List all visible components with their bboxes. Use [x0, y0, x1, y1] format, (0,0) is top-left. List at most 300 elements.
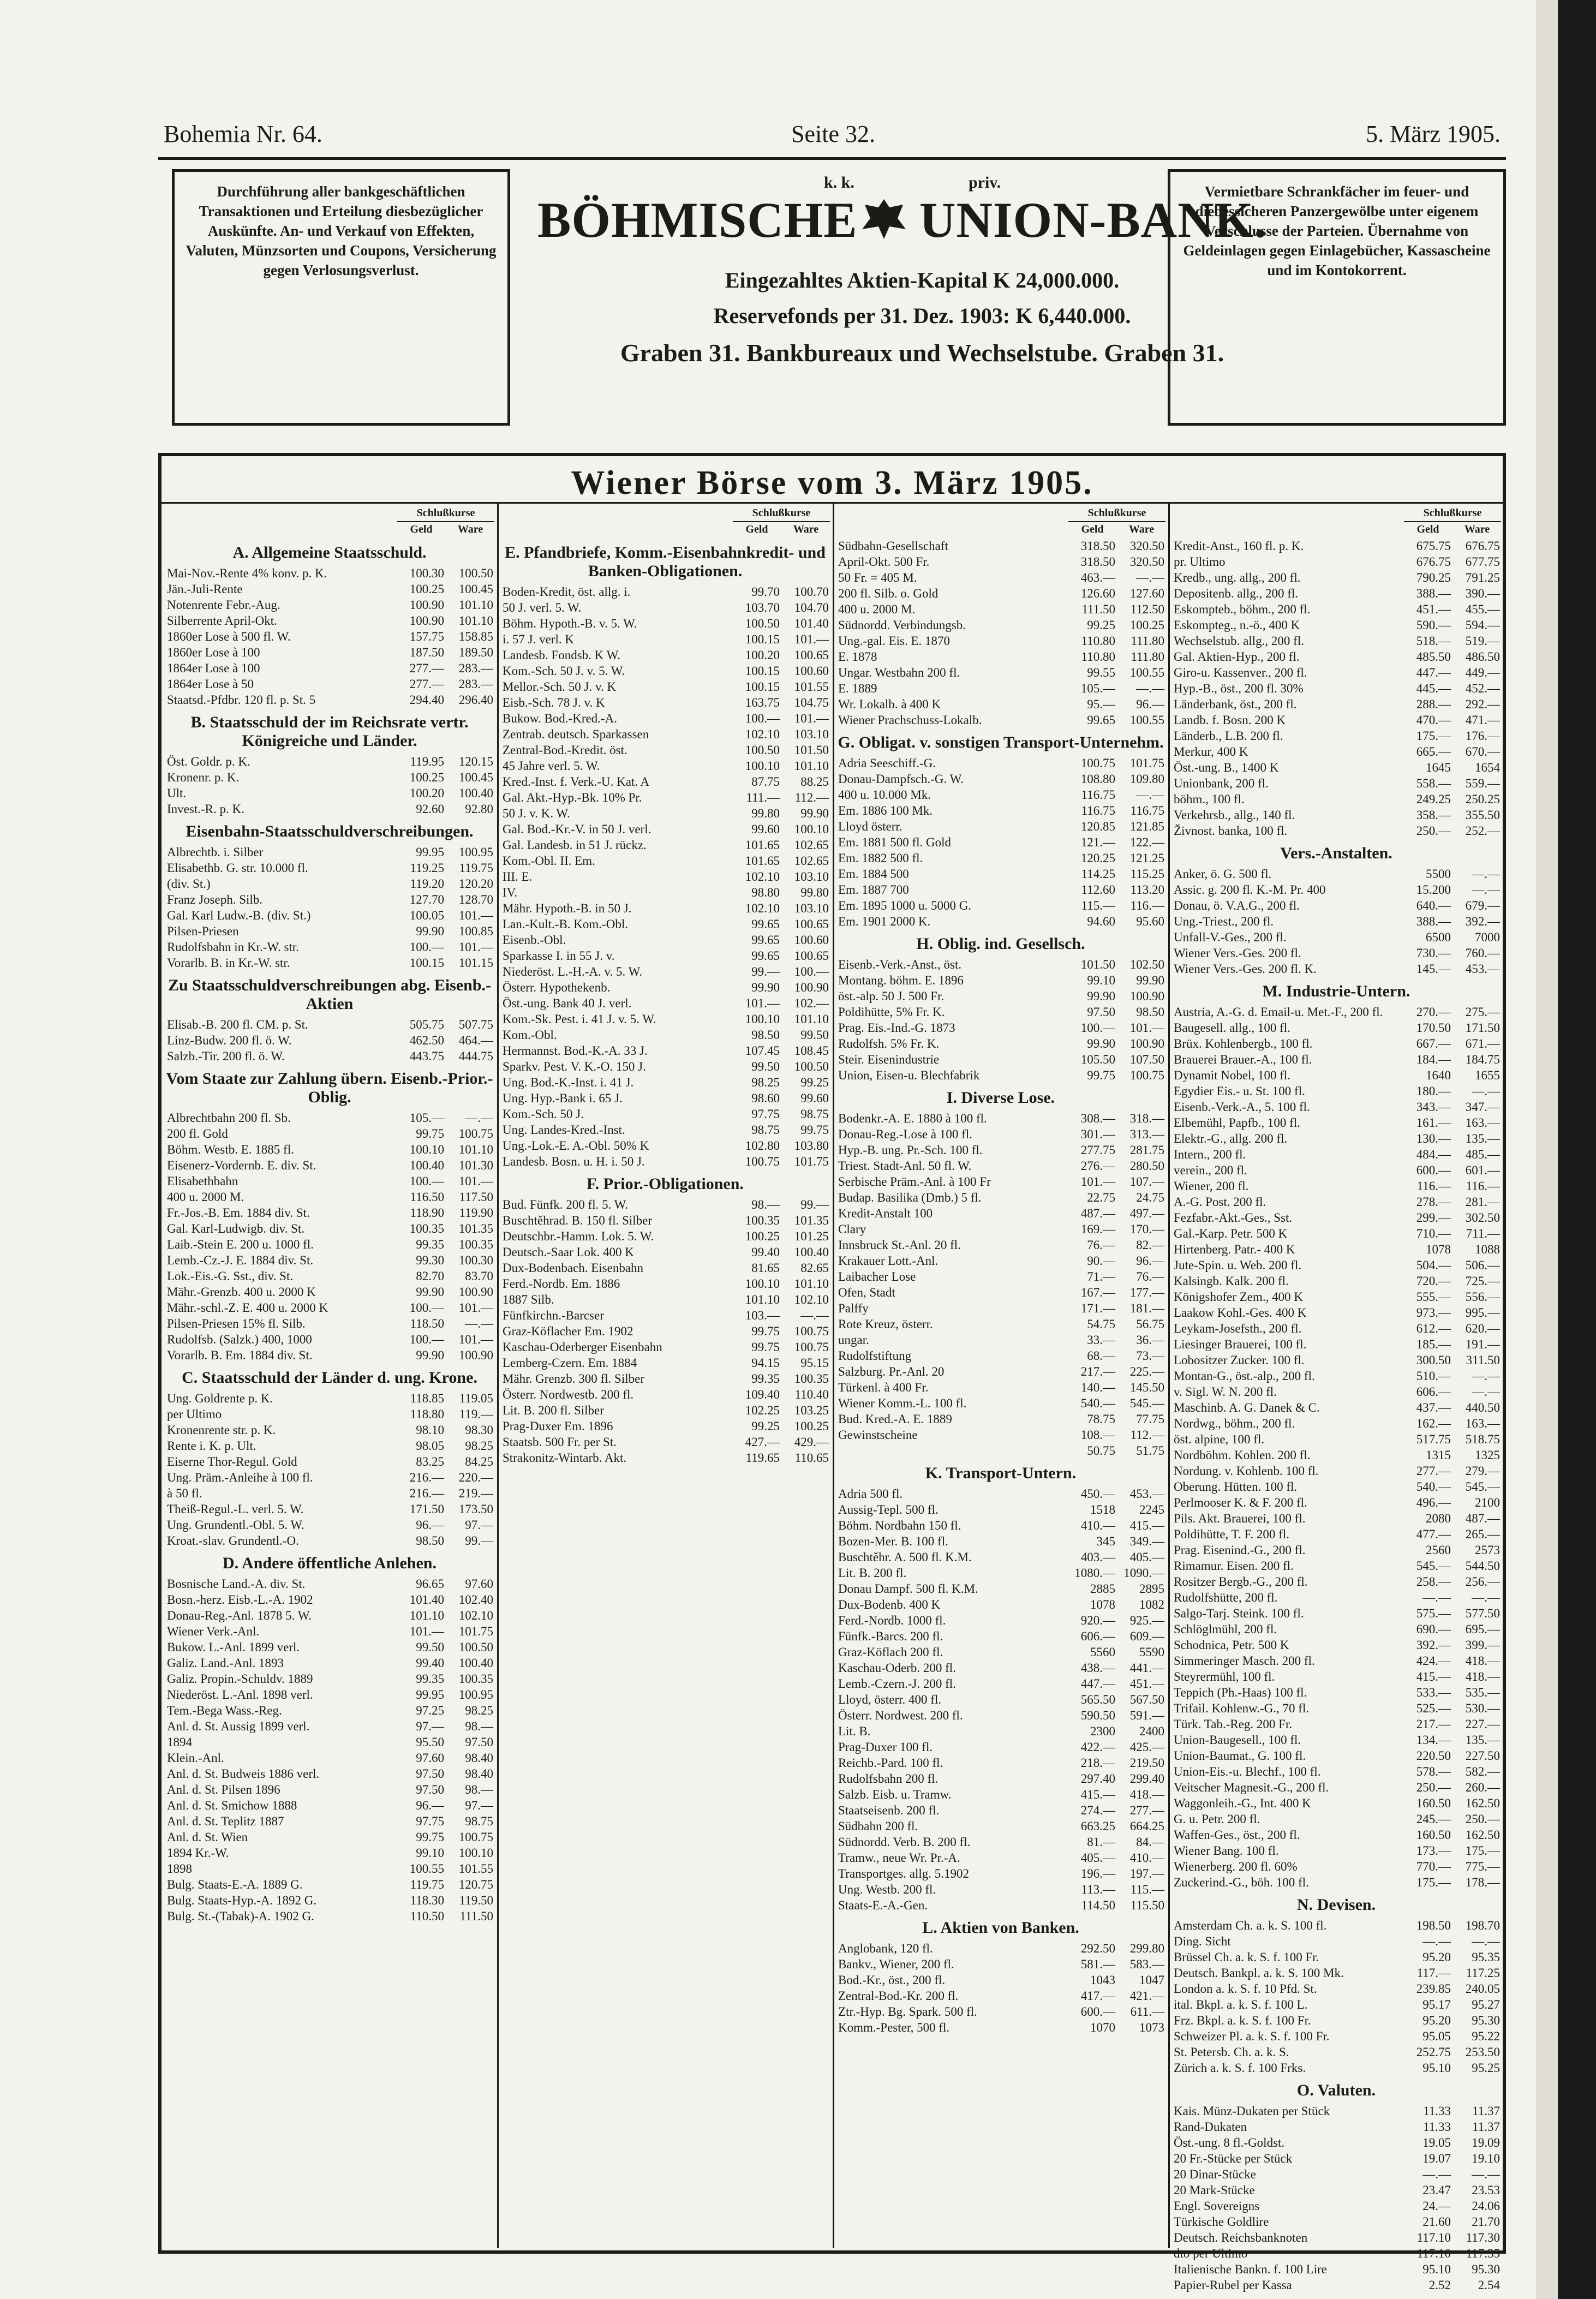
ware-price: 101.—	[458, 1333, 493, 1346]
ware-price: 452.—	[1465, 682, 1500, 695]
quote-row	[165, 955, 494, 971]
ware-price: 711.—	[1466, 1227, 1500, 1240]
security-name: Invest.-R. p. K.	[167, 802, 244, 816]
geld-price: 297.40	[1080, 1772, 1115, 1786]
geld-price: 973.—	[1416, 1306, 1451, 1319]
quote-row	[1171, 866, 1501, 882]
quote-row	[1171, 2198, 1501, 2214]
security-name: Zuckerind.-G., böh. 100 fl.	[1174, 1876, 1309, 1889]
ware-price: 24.75	[1136, 1191, 1164, 1204]
geld-price: 110.80	[1081, 650, 1115, 664]
security-name: Österr. Nordwest. 200 fl.	[838, 1709, 963, 1722]
bank-reserve: Reservefonds per 31. Dez. 1903: K 6,440.000.	[713, 303, 1131, 328]
geld-price: 427.—	[745, 1435, 780, 1449]
ware-price: 116.—	[1466, 1179, 1500, 1193]
ware-price: 88.25	[800, 775, 829, 789]
quote-row	[836, 538, 1165, 554]
quote-row	[1171, 1874, 1501, 1890]
ware-price: 507.75	[458, 1018, 493, 1031]
geld-price: 690.—	[1416, 1622, 1451, 1636]
ware-price: 95.22	[1472, 2029, 1500, 2043]
geld-price: 438.—	[1080, 1661, 1115, 1675]
geld-price: 388.—	[1416, 587, 1451, 600]
security-name: Elbemühl, Papfb., 100 fl.	[1174, 1116, 1300, 1130]
ware-price: 98.—	[465, 1719, 493, 1733]
security-name: 200 fl. Silb. o. Gold	[838, 587, 939, 600]
security-name: i. 57 J. verl. K	[503, 632, 574, 646]
quote-row	[500, 980, 830, 995]
ware-price: 485.—	[1465, 1148, 1500, 1161]
geld-price: 99.40	[751, 1245, 780, 1259]
geld-price: 99.35	[751, 1372, 780, 1386]
security-name: Em. 1881 500 fl. Gold	[838, 835, 951, 849]
ware-price: 103.10	[794, 901, 829, 915]
geld-price: 510.—	[1416, 1369, 1451, 1383]
quote-row	[500, 774, 830, 790]
quote-row	[1171, 1669, 1501, 1685]
bank-capital: Eingezahltes Aktien-Kapital K 24,000.000.	[725, 268, 1120, 292]
quote-row	[1171, 1526, 1501, 1542]
ware-price: 101.55	[458, 1862, 493, 1876]
ware-price: 591.—	[1129, 1709, 1164, 1722]
quote-row	[1171, 617, 1501, 633]
quote-row	[165, 1671, 494, 1687]
ware-price: 444.75	[458, 1049, 493, 1063]
security-name: Leykam-Josefsth., 200 fl.	[1174, 1322, 1302, 1335]
geld-price: 920.—	[1080, 1614, 1115, 1627]
security-name: Österr. Nordwestb. 200 fl.	[503, 1388, 634, 1401]
quote-row	[1171, 1083, 1501, 1099]
quote-row	[836, 1221, 1165, 1237]
quote-row	[1171, 1241, 1501, 1257]
security-name: Ung. Grundentl.-Obl. 5. W.	[167, 1518, 304, 1532]
quote-row	[500, 1122, 830, 1138]
quote-row	[1171, 807, 1501, 823]
quote-row	[1171, 1748, 1501, 1764]
ware-price: 73.—	[1136, 1349, 1164, 1363]
ware-price: 11.37	[1472, 2120, 1500, 2134]
ware-price: 98.25	[465, 1704, 493, 1717]
geld-price: 98.10	[416, 1423, 444, 1437]
security-name: Länderbank, öst., 200 fl.	[1174, 697, 1297, 711]
geld-price: 97.60	[416, 1751, 444, 1765]
security-name: Sparkasse I. in 55 J. v.	[503, 949, 615, 963]
quote-row	[165, 1173, 494, 1189]
geld-price: 94.60	[1087, 915, 1115, 928]
ware-price: 100.50	[458, 566, 493, 580]
bank-priv: priv.	[969, 174, 1001, 192]
quote-row	[165, 1126, 494, 1142]
geld-price: 103.—	[745, 1309, 780, 1322]
security-name: Lit. B. 200 fl. Silber	[503, 1404, 604, 1417]
geld-price: 463.—	[1080, 571, 1115, 584]
quote-row	[1171, 1273, 1501, 1289]
security-name: Veitscher Magnesit.-G., 200 fl.	[1174, 1781, 1329, 1794]
security-name: Italienische Bankn. f. 100 Lire	[1174, 2262, 1328, 2276]
ware-price: 219.—	[458, 1486, 493, 1500]
ware-price: 100.65	[794, 949, 829, 963]
quote-row	[1171, 1115, 1501, 1131]
security-name: Königshofer Zem., 400 K	[1174, 1290, 1303, 1304]
ware-price: 256.—	[1465, 1575, 1500, 1589]
ware-price: 107.—	[1129, 1175, 1164, 1189]
ware-price: 415.—	[1129, 1519, 1164, 1532]
ware-price: 100.55	[1129, 666, 1164, 679]
ware-price: 100.75	[794, 1340, 829, 1354]
quote-row	[500, 1260, 830, 1276]
quote-row	[1171, 2277, 1501, 2293]
quote-row	[165, 1347, 494, 1363]
ware-price: 100.40	[458, 786, 493, 800]
ware-price: 36.—	[1136, 1333, 1164, 1347]
column-header	[500, 505, 830, 538]
geld-price: 540.—	[1416, 1480, 1451, 1494]
ware-price: 95.30	[1472, 2014, 1500, 2027]
quote-row	[165, 1829, 494, 1845]
security-name: öst.-alp. 50 J. 500 Fr.	[838, 989, 945, 1003]
ware-price: 101.—	[458, 909, 493, 922]
ware-price: 1325	[1475, 1448, 1500, 1462]
ware-price: 102.10	[458, 1609, 493, 1622]
security-name: Rimamur. Eisen. 200 fl.	[1174, 1559, 1294, 1573]
geld-price: 422.—	[1080, 1740, 1115, 1754]
security-name: Wechselstub. allg., 200 fl.	[1174, 634, 1304, 648]
security-name: Perlmooser K. & F. 200 fl.	[1174, 1496, 1307, 1509]
geld-price: 99.90	[1087, 1037, 1115, 1050]
ware-price: 100.65	[794, 917, 829, 931]
geld-price: 258.—	[1416, 1575, 1451, 1589]
security-name: London a. k. S. f. 10 Pfd. St.	[1174, 1982, 1317, 1996]
quote-row	[165, 660, 494, 676]
geld-price: 100.—	[745, 712, 780, 725]
quote-row	[500, 600, 830, 616]
geld-price: 99.95	[416, 1688, 444, 1701]
ware-price: 453.—	[1465, 962, 1500, 976]
geld-price: 185.—	[1416, 1337, 1451, 1351]
geld-price: 555.—	[1416, 1290, 1451, 1304]
quote-row	[836, 1850, 1165, 1866]
ware-price: 296.40	[458, 693, 493, 707]
ware-price: 101.35	[458, 1222, 493, 1235]
geld-price: 505.75	[409, 1018, 444, 1031]
schlusskurse-label: Schlußkurse	[397, 505, 494, 522]
security-name: Union-Baugesell., 100 fl.	[1174, 1733, 1301, 1747]
ware-price: 611.—	[1130, 2005, 1164, 2019]
ware-price: —.—	[1472, 1084, 1500, 1098]
geld-price: 358.—	[1416, 808, 1451, 822]
security-name: Strakonitz-Wintarb. Akt.	[503, 1451, 627, 1465]
security-name: Pils. Akt. Brauerei, 100 fl.	[1174, 1512, 1306, 1525]
geld-price: 496.—	[1416, 1496, 1451, 1509]
quote-row	[836, 554, 1165, 570]
ware-price: 281.—	[1465, 1195, 1500, 1209]
quote-row	[165, 613, 494, 629]
geld-price: 292.50	[1080, 1942, 1115, 1955]
quote-row	[500, 1138, 830, 1154]
quote-row	[836, 1300, 1165, 1316]
quote-row	[836, 1110, 1165, 1126]
security-name: Palffy	[838, 1301, 869, 1315]
ware-price: 99.90	[800, 807, 829, 820]
security-name: Adria Seeschiff.-G.	[838, 756, 936, 770]
geld-price: 447.—	[1416, 666, 1451, 679]
quote-row	[1171, 2119, 1501, 2135]
ware-price: 2400	[1139, 1724, 1164, 1738]
security-name: Bod.-Kr., öst., 200 fl.	[838, 1973, 946, 1987]
geld-price: 216.—	[409, 1486, 444, 1500]
quote-row	[836, 866, 1165, 882]
quote-row	[836, 819, 1165, 834]
quote-row	[500, 853, 830, 869]
ware-price: 98.25	[465, 1439, 493, 1453]
security-name: 400 u. 2000 M.	[167, 1190, 244, 1204]
ware-price: 98.50	[1136, 1005, 1164, 1019]
geld-price: 1078	[1426, 1243, 1451, 1256]
quote-row	[500, 1276, 830, 1292]
security-name: Ung.-Triest., 200 fl.	[1174, 915, 1274, 928]
geld-price: 95.20	[1422, 2014, 1451, 2027]
ware-price: 101.—	[458, 940, 493, 954]
security-name: Bulg. Staats-Hyp.-A. 1892 G.	[167, 1894, 317, 1907]
security-name: Rudolfstiftung	[838, 1349, 912, 1363]
quote-row	[1171, 1795, 1501, 1811]
quote-row	[836, 601, 1165, 617]
security-name: Maschinb. A. G. Danek & C.	[1174, 1401, 1320, 1414]
quote-row	[500, 758, 830, 774]
ware-price: 100.90	[1129, 989, 1164, 1003]
geld-price: 161.—	[1416, 1116, 1451, 1130]
security-name: Bozen-Mer. B. 100 fl.	[838, 1534, 948, 1548]
geld-price: 99.70	[751, 585, 780, 599]
quote-row	[165, 1750, 494, 1766]
quote-row	[1171, 1431, 1501, 1447]
security-name: Hermannst. Bod.-K.-A. 33 J.	[503, 1044, 648, 1058]
quote-row	[1171, 929, 1501, 945]
quote-row	[836, 696, 1165, 712]
ware-price: 100.35	[458, 1238, 493, 1251]
ware-price: 101.50	[794, 743, 829, 757]
quote-row	[836, 1126, 1165, 1142]
security-name: Unionbank, 200 fl.	[1174, 777, 1269, 790]
ware-price: —.—	[1472, 1591, 1500, 1604]
ware-price: 671.—	[1465, 1037, 1500, 1050]
geld-price: 114.25	[1081, 867, 1115, 881]
security-name: Aussig-Tepl. 500 fl.	[838, 1503, 939, 1516]
security-name: Mellor.-Sch. 50 J. v. K	[503, 680, 617, 694]
ware-price: 145.50	[1129, 1381, 1164, 1394]
quote-row	[1171, 2135, 1501, 2151]
ware-price: 609.—	[1129, 1629, 1164, 1643]
quote-row	[1171, 945, 1501, 961]
security-name: E. 1878	[838, 650, 877, 664]
ware-price: 84.25	[465, 1455, 493, 1468]
quote-row	[165, 1422, 494, 1438]
column-divider	[1168, 502, 1170, 2248]
geld-price: 2560	[1426, 1543, 1451, 1557]
geld-price: 97.75	[751, 1107, 780, 1121]
geld-price: 100.10	[745, 759, 780, 773]
geld-price: 99.90	[1087, 989, 1115, 1003]
security-name: Albrechtbahn 200 fl. Sb.	[167, 1111, 291, 1125]
ware-price: 497.—	[1129, 1207, 1164, 1220]
quote-row	[165, 939, 494, 955]
ware-price: 101.40	[794, 617, 829, 630]
geld-price: 111.—	[746, 791, 780, 804]
security-name: Ferd.-Nordb. Em. 1886	[503, 1277, 620, 1291]
security-name: Ungar. Westbahn 200 fl.	[838, 666, 960, 679]
quote-row	[1171, 882, 1501, 898]
ware-price: 441.—	[1129, 1661, 1164, 1675]
geld-price: 121.—	[1080, 835, 1115, 849]
ware-price: 349.—	[1129, 1534, 1164, 1548]
geld-price: 770.—	[1416, 1860, 1451, 1873]
exchange-title: Wiener Börse vom 3. März 1905.	[571, 464, 1093, 501]
geld-price: 300.50	[1416, 1353, 1451, 1367]
quote-row	[165, 565, 494, 581]
quote-row	[165, 892, 494, 907]
ware-price: 24.06	[1472, 2199, 1500, 2213]
ware-price: 101.—	[1129, 1021, 1164, 1035]
geld-price: 71.—	[1087, 1270, 1115, 1283]
security-name: Eskompteg., n.-ö., 400 K	[1174, 618, 1300, 632]
security-name: Bud. Kred.-A. E. 1889	[838, 1412, 952, 1426]
geld-price: 98.—	[751, 1198, 780, 1211]
quote-row	[500, 1043, 830, 1059]
security-name: Zentrab. deutsch. Sparkassen	[503, 727, 649, 741]
geld-price: 99.55	[1087, 666, 1115, 679]
column-divider	[833, 502, 834, 2248]
security-name: 20 Dinar-Stücke	[1174, 2167, 1256, 2181]
geld-price: 95.05	[1422, 2029, 1451, 2043]
ware-price: 117.50	[459, 1190, 493, 1204]
geld-price: 171.—	[1080, 1301, 1115, 1315]
security-name: Lan.-Kult.-B. Kom.-Obl.	[503, 917, 628, 931]
ware-price: 100.75	[458, 1830, 493, 1844]
quote-row	[1171, 1558, 1501, 1574]
quote-row	[1171, 775, 1501, 791]
quote-row	[836, 913, 1165, 929]
geld-price: 95.17	[1422, 1998, 1451, 2011]
ware-price: 117.30	[1466, 2231, 1500, 2244]
quote-row	[1171, 1416, 1501, 1431]
security-name: Ztr.-Hyp. Bg. Spark. 500 fl.	[838, 2005, 977, 2019]
quote-row	[165, 785, 494, 801]
quote-row	[836, 771, 1165, 787]
geld-price: 99.35	[416, 1238, 444, 1251]
ware-price: 545.—	[1465, 1480, 1500, 1494]
geld-price: 301.—	[1080, 1127, 1115, 1141]
geld-price: 99.75	[416, 1830, 444, 1844]
quote-row	[1171, 665, 1501, 680]
ware-price: 101.10	[458, 1143, 493, 1156]
ware-price: 113.20	[1130, 883, 1164, 897]
geld-price: 114.50	[1081, 1898, 1115, 1912]
quote-row	[1171, 680, 1501, 696]
security-name: Salzb.-Tir. 200 fl. ö. W.	[167, 1049, 285, 1063]
quote-row	[1171, 1605, 1501, 1621]
ware-price: 103.10	[794, 727, 829, 741]
ware-price: 101.—	[794, 632, 829, 646]
quote-row	[500, 1450, 830, 1466]
geld-price: 100.10	[745, 1277, 780, 1291]
section-heading: B. Staatsschuld der im Reichsrate vertr. Königreiche und Länder.	[190, 713, 469, 750]
geld-price: 343.—	[1416, 1100, 1451, 1114]
ware-price: 162.50	[1465, 1828, 1500, 1842]
security-name: Fünfkirchn.-Barcser	[503, 1309, 604, 1322]
security-name: Kalsingb. Kalk. 200 fl.	[1174, 1274, 1289, 1288]
geld-price: 98.05	[416, 1439, 444, 1453]
security-name: Südbahn 200 fl.	[838, 1819, 918, 1833]
quote-row	[165, 1284, 494, 1300]
geld-price: 101.—	[409, 1625, 444, 1638]
quote-row	[836, 1739, 1165, 1755]
quote-row	[500, 1339, 830, 1355]
geld-price: 6500	[1426, 930, 1451, 944]
geld-price: 105.50	[1080, 1053, 1115, 1066]
quote-row	[500, 1154, 830, 1169]
quote-row	[1171, 1495, 1501, 1510]
geld-price: 252.75	[1416, 2045, 1451, 2059]
quote-row	[500, 710, 830, 726]
geld-price: 50.75	[1087, 1444, 1115, 1458]
section-heading: Vom Staate zur Zahlung übern. Eisenb.-Prior.-Oblig.	[166, 1070, 493, 1106]
security-name: Gal. Bod.-Kr.-V. in 50 J. verl.	[503, 822, 651, 836]
quote-row	[1171, 1700, 1501, 1716]
section-heading: F. Prior.-Obligationen.	[587, 1175, 744, 1193]
geld-price: 100.10	[409, 1143, 444, 1156]
ware-price: 100.45	[458, 771, 493, 784]
quote-row	[500, 679, 830, 695]
quote-row	[1171, 2214, 1501, 2230]
security-name: Amsterdam Ch. a. k. S. 100 fl.	[1174, 1919, 1327, 1932]
security-name: Innsbruck St.-Anl. 20 fl.	[838, 1238, 961, 1252]
security-name: St. Petersb. Ch. a. k. S.	[1174, 2045, 1289, 2059]
security-name: Kredit-Anst., 160 fl. p. K.	[1174, 539, 1304, 553]
ware-price: 19.09	[1472, 2136, 1500, 2149]
ware-price: 175.—	[1465, 1844, 1500, 1858]
quote-row	[836, 972, 1165, 988]
ware-price: 99.75	[800, 1123, 829, 1137]
ware-price: 108.45	[794, 1044, 829, 1058]
ware-price: 2245	[1139, 1503, 1164, 1516]
security-name: Eiserne Thor-Regul. Gold	[167, 1455, 297, 1468]
quote-row	[500, 1292, 830, 1307]
geld-price: 318.50	[1080, 539, 1115, 553]
ware-price: 115.25	[1130, 867, 1164, 881]
security-name: Franz Joseph. Silb.	[167, 893, 263, 906]
security-name: Deutsch. Reichsbanknoten	[1174, 2231, 1308, 2244]
ware-price: 99.60	[800, 1091, 829, 1105]
section-heading: N. Devisen.	[1296, 1896, 1376, 1914]
ware-price: 594.—	[1465, 618, 1500, 632]
quote-row	[500, 1323, 830, 1339]
ware-price: 277.—	[1129, 1804, 1164, 1817]
geld-label: Geld	[1416, 523, 1439, 535]
security-name: Buschtěhrad. B. 150 fl. Silber	[503, 1214, 653, 1227]
security-name: Verkehrsb., allg., 140 fl.	[1174, 808, 1295, 822]
ware-price: 220.—	[458, 1471, 493, 1484]
geld-price: 83.25	[416, 1455, 444, 1468]
geld-price: 101.—	[745, 996, 780, 1010]
ware-price: 117.35	[1466, 2247, 1500, 2260]
security-name: Eisenb.-Obl.	[503, 933, 566, 947]
quote-row	[165, 692, 494, 708]
security-name: Union, Eisen-u. Blechfabrik	[838, 1068, 980, 1082]
quote-row	[165, 1048, 494, 1064]
ware-price: 95.35	[1472, 1950, 1500, 1964]
quote-row	[1171, 1859, 1501, 1874]
ware-price: 1090.—	[1123, 1566, 1164, 1580]
